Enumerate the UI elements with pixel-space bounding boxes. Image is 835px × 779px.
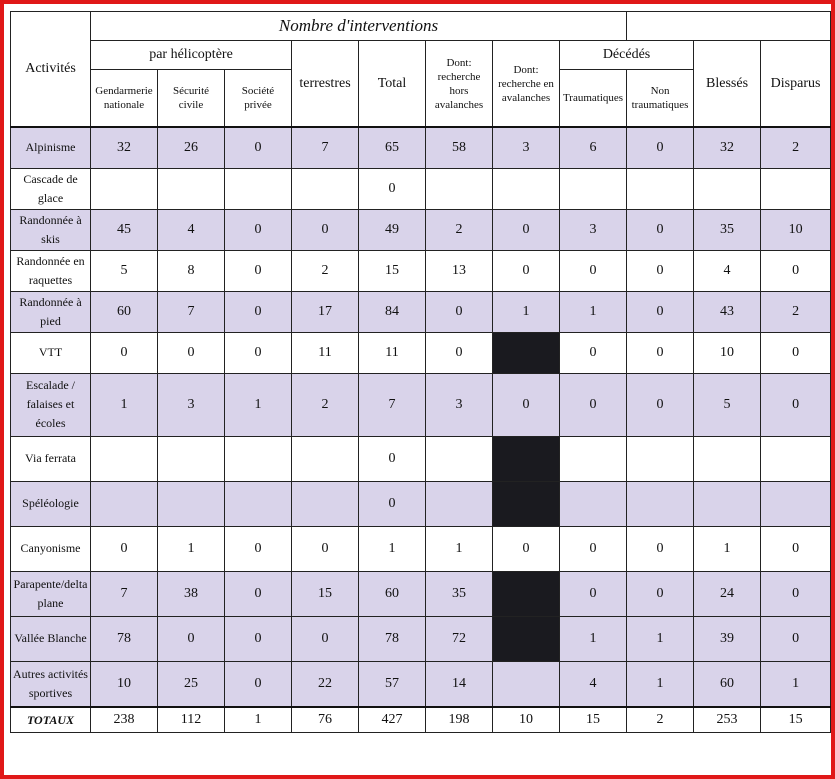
table-cell: 65	[359, 127, 426, 168]
table-cell	[560, 168, 627, 209]
totals-cell: 198	[426, 707, 493, 733]
table-cell	[627, 168, 694, 209]
table-cell: 1	[225, 373, 292, 436]
table-cell: 10	[761, 209, 831, 250]
table-cell: 0	[225, 250, 292, 291]
table-cell: 0	[627, 291, 694, 332]
table-cell: 2	[292, 250, 359, 291]
table-cell	[493, 436, 560, 481]
header-terrestres: terrestres	[292, 41, 359, 128]
header-disparus: Disparus	[761, 41, 831, 128]
header-total: Total	[359, 41, 426, 128]
table-cell: 1	[627, 661, 694, 707]
table-cell: 7	[292, 127, 359, 168]
totals-cell: 76	[292, 707, 359, 733]
table-cell	[158, 436, 225, 481]
table-cell	[225, 436, 292, 481]
header-activites: Activités	[11, 12, 91, 128]
table-cell: 43	[694, 291, 761, 332]
table-row	[11, 481, 831, 526]
table-cell: 0	[761, 526, 831, 571]
table-cell	[158, 168, 225, 209]
totals-cell: 238	[91, 707, 158, 733]
activity-label: Escalade / falaises et écoles	[11, 373, 91, 436]
table-cell: 2	[426, 209, 493, 250]
table-cell: 39	[694, 616, 761, 661]
activity-label: Autres activités sportives	[11, 661, 91, 707]
table-cell: 0	[761, 250, 831, 291]
table-cell: 1	[560, 291, 627, 332]
table-cell: 32	[694, 127, 761, 168]
activity-label: Randonnée en raquettes	[11, 250, 91, 291]
table-cell: 1	[426, 526, 493, 571]
table-cell	[493, 616, 560, 661]
table-cell: 78	[359, 616, 426, 661]
totals-cell: 15	[761, 707, 831, 733]
table-cell: 0	[359, 481, 426, 526]
table-cell: 3	[158, 373, 225, 436]
table-cell	[426, 481, 493, 526]
table-cell: 60	[359, 571, 426, 616]
table-cell	[225, 481, 292, 526]
table-row	[11, 168, 831, 209]
table-cell: 11	[292, 332, 359, 373]
table-cell: 0	[225, 209, 292, 250]
activity-label: Cascade de glace	[11, 168, 91, 209]
table-cell: 0	[225, 127, 292, 168]
table-cell	[493, 571, 560, 616]
table-row	[11, 291, 831, 332]
table-cell: 0	[560, 250, 627, 291]
table-cell	[493, 661, 560, 707]
table-cell	[91, 481, 158, 526]
activity-label: Alpinisme	[11, 127, 91, 168]
table-cell	[694, 168, 761, 209]
table-cell: 60	[91, 291, 158, 332]
table-row	[11, 661, 831, 707]
table-cell: 2	[761, 291, 831, 332]
table-cell	[158, 481, 225, 526]
table-cell: 2	[292, 373, 359, 436]
table-cell: 10	[91, 661, 158, 707]
table-cell	[292, 168, 359, 209]
header-non-traumatiques: Non traumatiques	[627, 70, 694, 128]
interventions-table	[10, 11, 831, 733]
header-traumatiques: Traumatiques	[560, 70, 627, 128]
table-body	[11, 127, 831, 707]
table-cell: 0	[292, 209, 359, 250]
table-cell: 3	[560, 209, 627, 250]
table-cell: 0	[493, 209, 560, 250]
table-cell: 22	[292, 661, 359, 707]
header-societe-privee: Société privée	[225, 70, 292, 128]
table-cell: 35	[694, 209, 761, 250]
table-cell: 1	[359, 526, 426, 571]
table-cell: 4	[694, 250, 761, 291]
table-cell: 0	[292, 526, 359, 571]
totals-cell: 10	[493, 707, 560, 733]
table-cell: 14	[426, 661, 493, 707]
table-cell: 5	[91, 250, 158, 291]
table-cell: 0	[426, 332, 493, 373]
table-cell	[91, 168, 158, 209]
table-cell: 1	[627, 616, 694, 661]
table-cell: 26	[158, 127, 225, 168]
table-cell: 10	[694, 332, 761, 373]
table-cell: 24	[694, 571, 761, 616]
table-cell: 0	[627, 209, 694, 250]
header-gendarmerie: Gendarmerie nationale	[91, 70, 158, 128]
header-par-helicoptere: par hélicoptère	[91, 41, 292, 70]
table-row	[11, 616, 831, 661]
table-row	[11, 373, 831, 436]
table-cell: 0	[761, 373, 831, 436]
table-cell: 1	[761, 661, 831, 707]
header-blank	[627, 12, 831, 41]
table-cell: 11	[359, 332, 426, 373]
table-cell: 0	[158, 332, 225, 373]
table-cell: 15	[292, 571, 359, 616]
table-cell: 0	[158, 616, 225, 661]
table-cell: 84	[359, 291, 426, 332]
table-cell: 7	[91, 571, 158, 616]
activity-label: VTT	[11, 332, 91, 373]
table-cell: 8	[158, 250, 225, 291]
totals-cell: 427	[359, 707, 426, 733]
table-cell: 0	[627, 373, 694, 436]
table-cell: 7	[158, 291, 225, 332]
header-securite-civile: Sécurité civile	[158, 70, 225, 128]
table-cell: 0	[627, 250, 694, 291]
header-dont-en-avalanches: Dont: recherche en avalanches	[493, 41, 560, 128]
table-cell: 4	[560, 661, 627, 707]
totals-label: TOTAUX	[11, 707, 91, 733]
table-row	[11, 571, 831, 616]
activity-label: Randonnée à skis	[11, 209, 91, 250]
activity-label: Vallée Blanche	[11, 616, 91, 661]
table-cell	[694, 436, 761, 481]
activity-label: Randonnée à pied	[11, 291, 91, 332]
totals-cell: 15	[560, 707, 627, 733]
table-row	[11, 209, 831, 250]
table-cell: 45	[91, 209, 158, 250]
table-cell	[292, 481, 359, 526]
table-cell: 72	[426, 616, 493, 661]
table-cell: 35	[426, 571, 493, 616]
table-cell: 0	[761, 616, 831, 661]
table-cell: 0	[225, 332, 292, 373]
header-dont-hors-avalanches: Dont: recherche hors avalanches	[426, 41, 493, 128]
table-cell: 0	[627, 571, 694, 616]
activity-label: Via ferrata	[11, 436, 91, 481]
table-cell	[560, 436, 627, 481]
table-cell	[627, 436, 694, 481]
table-cell: 57	[359, 661, 426, 707]
table-cell: 0	[225, 571, 292, 616]
table-cell	[493, 168, 560, 209]
activity-label: Parapente/delta plane	[11, 571, 91, 616]
table-cell: 1	[91, 373, 158, 436]
table-cell: 17	[292, 291, 359, 332]
table-row	[11, 250, 831, 291]
table-cell: 0	[560, 526, 627, 571]
table-cell: 58	[426, 127, 493, 168]
table-cell: 7	[359, 373, 426, 436]
table-cell: 15	[359, 250, 426, 291]
activity-label: Canyonisme	[11, 526, 91, 571]
table-cell: 38	[158, 571, 225, 616]
table-cell: 78	[91, 616, 158, 661]
table-cell	[426, 168, 493, 209]
table-cell: 1	[158, 526, 225, 571]
table-cell: 25	[158, 661, 225, 707]
table-cell: 0	[91, 332, 158, 373]
table-cell	[292, 436, 359, 481]
totals-row	[11, 707, 831, 733]
table-cell	[91, 436, 158, 481]
table-cell	[761, 481, 831, 526]
table-row	[11, 332, 831, 373]
table-cell: 0	[560, 571, 627, 616]
table-cell: 0	[359, 168, 426, 209]
table-cell: 60	[694, 661, 761, 707]
table-cell	[493, 481, 560, 526]
table-cell: 0	[426, 291, 493, 332]
table-cell: 0	[560, 332, 627, 373]
table-cell: 4	[158, 209, 225, 250]
table-cell: 5	[694, 373, 761, 436]
table-cell	[627, 481, 694, 526]
table-cell: 0	[493, 526, 560, 571]
table-row	[11, 127, 831, 168]
table-cell: 2	[761, 127, 831, 168]
table-cell: 3	[493, 127, 560, 168]
table-cell: 0	[761, 571, 831, 616]
table-cell: 0	[627, 127, 694, 168]
totals-cell: 2	[627, 707, 694, 733]
table-cell: 6	[560, 127, 627, 168]
activity-label: Spéléologie	[11, 481, 91, 526]
table-cell: 0	[627, 332, 694, 373]
table-cell	[761, 436, 831, 481]
table-cell: 1	[560, 616, 627, 661]
table-cell: 0	[225, 616, 292, 661]
totals-cell: 112	[158, 707, 225, 733]
totals-cell: 253	[694, 707, 761, 733]
table-cell: 1	[694, 526, 761, 571]
table-cell: 13	[426, 250, 493, 291]
table-cell: 0	[225, 661, 292, 707]
table-cell: 49	[359, 209, 426, 250]
header-blesses: Blessés	[694, 41, 761, 128]
table-cell	[426, 436, 493, 481]
table-cell	[560, 481, 627, 526]
table-cell: 0	[225, 526, 292, 571]
table-cell: 1	[493, 291, 560, 332]
totals-cell: 1	[225, 707, 292, 733]
table-cell: 0	[627, 526, 694, 571]
table-cell	[761, 168, 831, 209]
table-cell: 0	[91, 526, 158, 571]
table-cell: 0	[292, 616, 359, 661]
table-cell: 0	[761, 332, 831, 373]
table-cell	[225, 168, 292, 209]
table-cell: 0	[560, 373, 627, 436]
table-cell: 0	[359, 436, 426, 481]
table-cell: 0	[493, 373, 560, 436]
table-cell: 0	[493, 250, 560, 291]
table-cell	[694, 481, 761, 526]
table-cell: 3	[426, 373, 493, 436]
table-cell	[493, 332, 560, 373]
header-decedes: Décédés	[560, 41, 694, 70]
table-cell: 32	[91, 127, 158, 168]
table-row	[11, 526, 831, 571]
table-title: Nombre d'interventions	[91, 12, 627, 41]
table-row	[11, 436, 831, 481]
table-cell: 0	[225, 291, 292, 332]
